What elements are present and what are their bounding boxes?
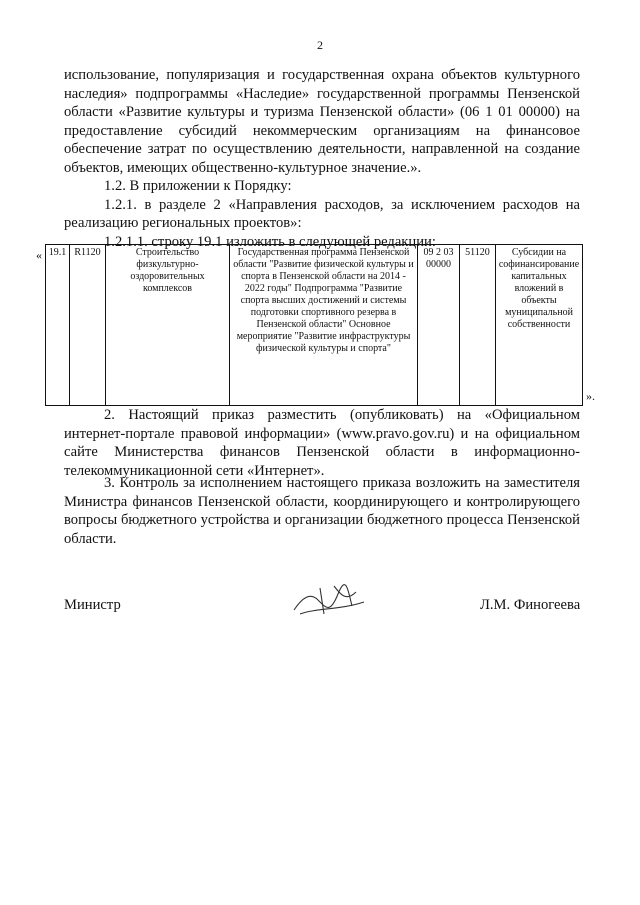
row-description-cell: Субсидии на софинансирование капитальных вложений в объекты муниципальной собственности bbox=[496, 245, 583, 406]
paragraph-3: 3. Контроль за исполнением настоящего приказа возложить на заместителя Министра финансов Пензенской области, координирующего и контролирующего вопросы бюджетного устройства и организации бюджетного процесса Пензенской области. bbox=[64, 475, 580, 547]
row-csr-cell: 09 2 03 00000 bbox=[418, 245, 460, 406]
row-name-cell: Строительство физкультурно-оздоровительных комплексов bbox=[106, 245, 230, 406]
amendment-table bbox=[45, 244, 583, 406]
paragraph-1-continuation: использование, популяризация и государственная охрана объектов культурного наследия» подпрограммы «Наследие» государственной программы Пензенской области «Развитие культуры и туризма Пензенской области» (06 1 01 00000) на предоставление субсидий некоммерческим организациям на финансовое обеспечение затрат по осуществлению деятельности, направленной на создание объектов, имеющих общественно-культурное значение.». bbox=[64, 67, 580, 176]
row-number-cell: 19.1 bbox=[46, 245, 70, 406]
paragraph-1 bbox=[64, 66, 580, 251]
paragraph-2: 2. Настоящий приказ разместить (опубликовать) на «Официальном интернет-портале правовой информации» (www.pravo.gov.ru) и на официальном сайте Министерства финансов Пензенской области в информационно-телекоммуникационной сети «Интернет». bbox=[64, 407, 580, 479]
signature-name: Л.М. Финогеева bbox=[480, 597, 581, 613]
handwritten-signature bbox=[290, 580, 370, 620]
row-program-cell: Государственная программа Пензенской области "Развитие физической культуры и спорта в Пензенской области на 2014 - 2022 годы" Подпрограмма "Развитие спорта высших достижений и системы подготовки спортивного резерва в Пензенской области" Основное мероприятие "Развитие инфраструктуры физической культуры и спорта" bbox=[230, 245, 418, 406]
row-kosgu-cell: 51120 bbox=[460, 245, 496, 406]
item-1-2: 1.2. В приложении к Порядку: bbox=[104, 178, 292, 194]
row-code-cell: R1120 bbox=[70, 245, 106, 406]
item-1-2-1-1: 1.2.1.1. строку 19.1 изложить в следующей редакции: bbox=[104, 233, 436, 250]
item-1-2-1: 1.2.1. в разделе 2 «Направления расходов, за исключением расходов на реализацию региональных проектов»: bbox=[64, 196, 580, 231]
table-row bbox=[46, 245, 583, 406]
quote-close: ». bbox=[586, 389, 595, 403]
page-number: 2 bbox=[317, 38, 323, 52]
signature-title: Министр bbox=[64, 597, 121, 613]
quote-open: « bbox=[36, 248, 42, 262]
